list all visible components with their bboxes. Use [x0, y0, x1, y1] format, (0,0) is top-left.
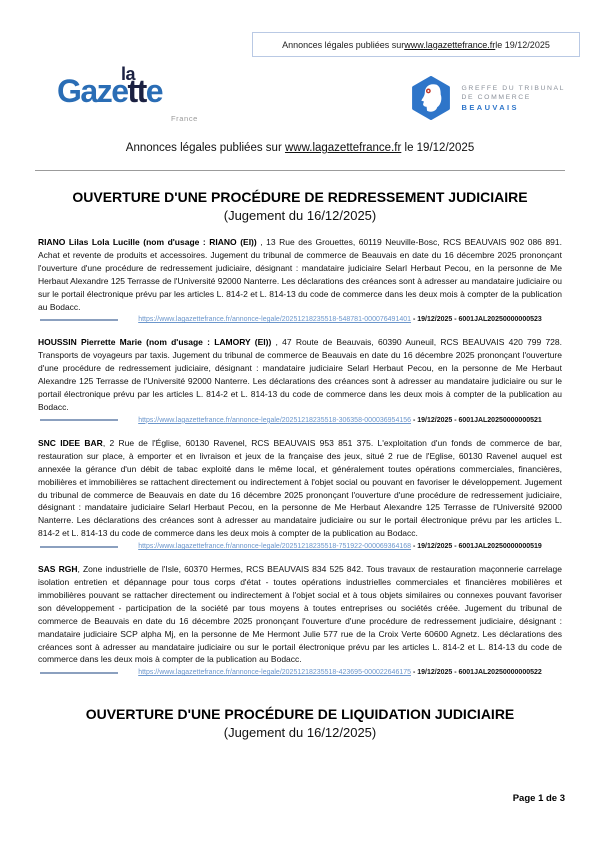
- announcement-text: [38, 236, 562, 313]
- announcement-url-link[interactable]: https://www.lagazettefrance.fr/annonce-legale/20251218235518-423695-000022646175: [138, 669, 412, 677]
- announcement-reference: [118, 316, 562, 323]
- announcement-text: [38, 563, 562, 666]
- section-subtitle-liquidation: (Jugement du 16/12/2025): [223, 725, 377, 741]
- announcement-meta: - 19/12/2025 - 6001JAL20250000000519: [411, 543, 542, 551]
- announcement-body: , 13 Rue des Grouettes, 60119 Neuville-Bosc, RCS BEAUVAIS 902 086 891. Achat et revente de produits et accessoires. Jugement du tribunal de commerce de Beauvais en date du 16 décembre 2025 prononçant l'ouverture d'une procédure de redressement judiciaire, désignant : mandataire judiciaire Selarl Herbaut Pecou, en la personne de Me Herbaut Alexandre 125 Terrasse de l'Université 92000 Nanterre. Les déclarations des créances sont à adresser au mandataire judiciaire ou sur le portail électronique prévu par les articles L. 814-2 et L. 814-13 du code de commerce dans les deux mois à compter de la publication au Bodacc.: [38, 237, 562, 312]
- greffe-line-1: GREFFE DU TRIBUNAL: [461, 84, 565, 92]
- publication-notice-suffix: le 19/12/2025: [495, 39, 550, 50]
- divider-line: [40, 319, 118, 321]
- announcement-reference: [118, 417, 562, 424]
- greffe-line-2: DE COMMERCE: [461, 93, 531, 101]
- publication-notice-prefix: Annonces légales publiées sur: [282, 39, 405, 50]
- announcement-company: RIANO Lilas Lola Lucille (nom d'usage : RIANO (EI)): [38, 237, 257, 247]
- announcement-link-row: [38, 417, 562, 424]
- publication-line-prefix: Annonces légales publiées sur: [125, 142, 285, 154]
- announcement-text: [38, 437, 562, 540]
- gazette-logo-part: tt: [127, 73, 146, 109]
- announcement-meta: - 19/12/2025 - 6001JAL20250000000521: [411, 416, 542, 424]
- announcement: [38, 336, 562, 423]
- section-title-redressement: OUVERTURE D'UNE PROCÉDURE DE REDRESSEMENT JUDICIAIRE: [72, 189, 528, 205]
- announcement-link-row: [38, 316, 562, 323]
- page-number: Page 1 de 3: [512, 793, 565, 804]
- announcement: [38, 236, 562, 323]
- greffe-wordmark: [462, 85, 565, 112]
- announcement-body: , 47 Route de Beauvais, 60390 Auneuil, RCS BEAUVAIS 420 799 728. Transports de voyageurs par taxis. Jugement du tribunal de commerce de Beauvais en date du 16 décembre 2025 prononçant l'ouverture d'une procédure de redressement judiciaire, désignant : mandataire judiciaire Selarl Herbaut Pecou, en la personne de Me Herbaut Alexandre 125 Terrasse de l'Université 92000 Nanterre. Les déclarations des créances sont à adresser au mandataire judiciaire ou sur le portail électronique prévu par les articles L. 814-2 et L. 814-13 du code de commerce dans les deux mois à compter de la publication au Bodacc.: [38, 337, 562, 412]
- gazette-logo-part: Gaze: [57, 73, 128, 109]
- announcement-url-link[interactable]: https://www.lagazettefrance.fr/annonce-legale/20251218235518-306358-000036954156: [138, 416, 412, 424]
- announcement-body: , Zone industrielle de l'Isle, 60370 Hermes, RCS BEAUVAIS 834 525 842. Tous travaux de restauration maçonnerie carrelage isolation entretien et dépannage pour tous corps d'état - toutes opérations industrielles commerciales et financières mobilières et immobilières pouvant se rattacher directement ou indirectement à l'objet social et à tous objets similaires ou connexes pouvant favoriser son développement - participation de la société par tous moyens à toutes entreprises ou sociétés créée. Jugement du tribunal de commerce de Beauvais en date du 16 décembre 2025 prononçant l'ouverture d'une procédure de redressement judiciaire, désignant : mandataire judiciaire SCP alpha Mj, en la personne de Me Hermont Julie 577 rue de la Croix Verte 60600 Agnetz. Les déclarations des créances sont à adresser au mandataire judiciaire ou sur le portail électronique prévu par les articles L. 814-2 et L. 814-13 du code de commerce dans les deux mois à compter de la publication au Bodacc.: [38, 564, 562, 665]
- announcement-link-row: [38, 543, 562, 550]
- publication-line-suffix: le 19/12/2025: [404, 142, 475, 154]
- announcement-company: SAS RGH: [38, 564, 78, 575]
- announcement-reference: [118, 669, 562, 676]
- site-link[interactable]: www.lagazettefrance.fr: [404, 39, 496, 50]
- announcement-meta: - 19/12/2025 - 6001JAL20250000000523: [411, 316, 542, 324]
- announcement-text: [38, 336, 562, 413]
- publication-line: [0, 142, 600, 154]
- gazette-logo-la: la: [121, 64, 136, 84]
- gazette-logo-part: e: [145, 73, 163, 109]
- announcement-company: SNC IDEE BAR: [38, 437, 103, 448]
- announcement-body: , 2 Rue de l'Église, 60130 Ravenel, RCS BEAUVAIS 953 851 375. L'exploitation d'un fonds de commerce de bar, restauration sur place, à emporter et en livraison et jeux de la française des jeux, situé 2 rue de l'Eglise, 60130 Ravenel auquel est annexée la gérance d'un débit de tabac exploité dans le même local, et généralement toutes opérations commerciales, financières, mobilières et immobilières se rattachent directement ou indirectement à l'objet social ou pouvant en favoriser le développement. Jugement du tribunal de commerce de Beauvais en date du 16 décembre 2025 prononçant l'ouverture d'une procédure de redressement judiciaire, désignant : mandataire judiciaire Selarl Herbaut Pecou, en la personne de Me Herbaut Alexandre 125 Terrasse de l'Université 92000 Nanterre. Les déclarations des créances sont à adresser au mandataire judiciaire ou sur le portail électronique prévu par les articles L. 814-2 et L. 814-13 du code de commerce dans les deux mois à compter de la publication au Bodacc.: [38, 437, 562, 539]
- publication-notice-box: [252, 32, 580, 57]
- divider-line: [40, 419, 118, 421]
- gazette-logo: [57, 64, 247, 138]
- section-subtitle-redressement: (Jugement du 16/12/2025): [223, 208, 377, 223]
- divider-line: [40, 672, 118, 674]
- announcement-company: HOUSSIN Pierrette Marie (nom d'usage : LAMORY (EI)): [38, 337, 272, 348]
- document-body: [38, 171, 562, 740]
- section-title-liquidation: OUVERTURE D'UNE PROCÉDURE DE LIQUIDATION JUDICIAIRE: [85, 706, 515, 723]
- announcement-link-row: [38, 669, 562, 676]
- announcement: [38, 563, 562, 676]
- announcement-reference: [118, 543, 562, 550]
- site-link[interactable]: www.lagazettefrance.fr: [284, 142, 402, 154]
- announcement-meta: - 19/12/2025 - 6001JAL20250000000522: [411, 669, 542, 677]
- marianne-profile-crest-icon: [409, 76, 453, 120]
- announcement-url-link[interactable]: https://www.lagazettefrance.fr/annonce-legale/20251218235518-548781-000076491401: [138, 316, 412, 324]
- announcement: [38, 437, 562, 550]
- divider-line: [40, 546, 118, 548]
- gazette-logo-france: France: [171, 114, 198, 123]
- announcement-url-link[interactable]: https://www.lagazettefrance.fr/annonce-legale/20251218235518-751922-000069364168: [138, 543, 412, 551]
- gazette-logo-wordmark: [57, 75, 162, 107]
- greffe-city: BEAUVAIS: [461, 102, 519, 112]
- greffe-logo: [409, 76, 565, 120]
